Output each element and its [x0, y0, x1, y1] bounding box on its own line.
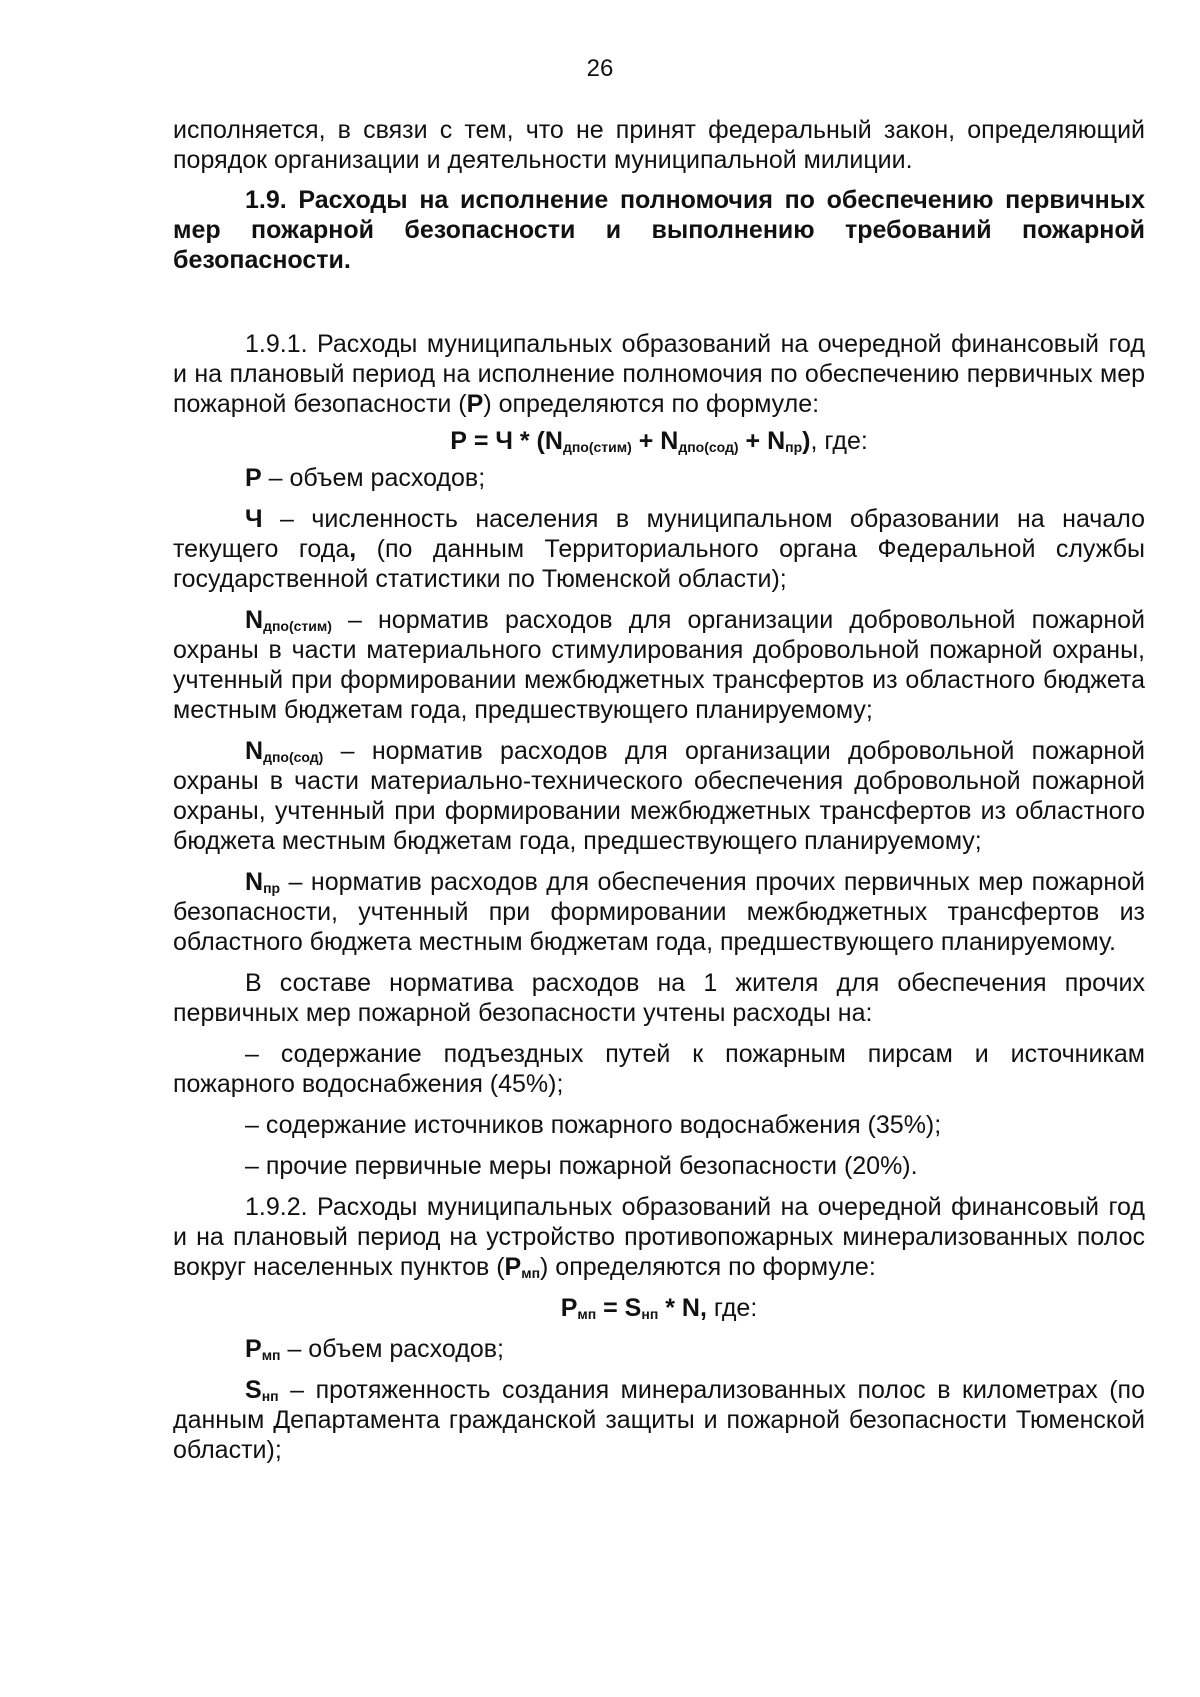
definition-n-sod: $N_{дпо(сод)}$ – норматив расходов для организации добровольной пожарной охраны в части материально-технического обеспечения добровольной пожарной охраны, учтенный при формировании межбюджетных трансфертов из областного бюджета местным бюджетам года, предшествующего планируемому; — [173, 737, 1145, 855]
list-item: – прочие первичные меры пожарной безопасности (20%). — [245, 1152, 918, 1180]
definition-p-mp: $Р_{мп}$ – объем расходов; — [245, 1335, 504, 1363]
definition-n-pr: $N_{пр}$ – норматив расходов для обеспечения прочих первичных мер пожарной безопасности, учтенный при формировании межбюджетных трансфертов из областного бюджета местным бюджетам года, предшествующего планируемому. — [173, 868, 1145, 956]
section-heading: 1.9. Расходы на исполнение полномочия по обеспечению первичных мер пожарной безопасности и выполнению требований пожарной безопасности. — [173, 186, 1145, 274]
list-item: – содержание подъездных путей к пожарным пирсам и источникам пожарного водоснабжения (45%); — [173, 1040, 1145, 1098]
definition-s-np: $S_{нп}$ – протяженность создания минерализованных полос в километрах (по данным Департамента гражданской защиты и пожарной безопасности Тюменской области); — [173, 1376, 1145, 1464]
paragraph-1-9-2: 1.9.2. Расходы муниципальных образований на очередной финансовый год и на плановый период на устройство противопожарных минерализованных полос вокруг населенных пунктов $(Р_{мп})$ определяются по формуле: — [173, 1193, 1145, 1281]
intro-paragraph: исполняется, в связи с тем, что не принят федеральный закон, определяющий порядок организации и деятельности муниципальной милиции. — [173, 116, 1145, 174]
paragraph-1-9-1: 1.9.1. Расходы муниципальных образований на очередной финансовый год и на плановый период на исполнение полномочия по обеспечению первичных мер пожарной безопасности (Р) определяются по формуле: — [173, 330, 1145, 418]
composition-paragraph: В составе норматива расходов на 1 жителя для обеспечения прочих первичных мер пожарной безопасности учтены расходы на: — [173, 969, 1145, 1027]
formula-1: $Р = Ч * (N_{дпо(стим)} + N_{дпо(сод)} + N_{пр})$, где: — [450, 427, 868, 455]
definition-ch: Ч – численность населения в муниципальном образовании на начало текущего года, (по данным Территориального органа Федеральной службы государственной статистики по Тюменской области); — [173, 505, 1145, 593]
formula-2: $Р_{мп} = S_{нп} * N$, где: — [560, 1294, 758, 1322]
definition-n-stim: $N_{дпо(стим)}$ – норматив расходов для организации добровольной пожарной охраны в части материального стимулирования добровольной пожарной охраны, учтенный при формировании межбюджетных трансфертов из областного бюджета местным бюджетам года, предшествующего планируемому; — [173, 606, 1145, 724]
page-number: 26 — [586, 55, 614, 82]
list-item: – содержание источников пожарного водоснабжения (35%); — [245, 1111, 942, 1139]
document-body — [173, 115, 1145, 1465]
definition-p: Р – объем расходов; — [245, 464, 486, 492]
